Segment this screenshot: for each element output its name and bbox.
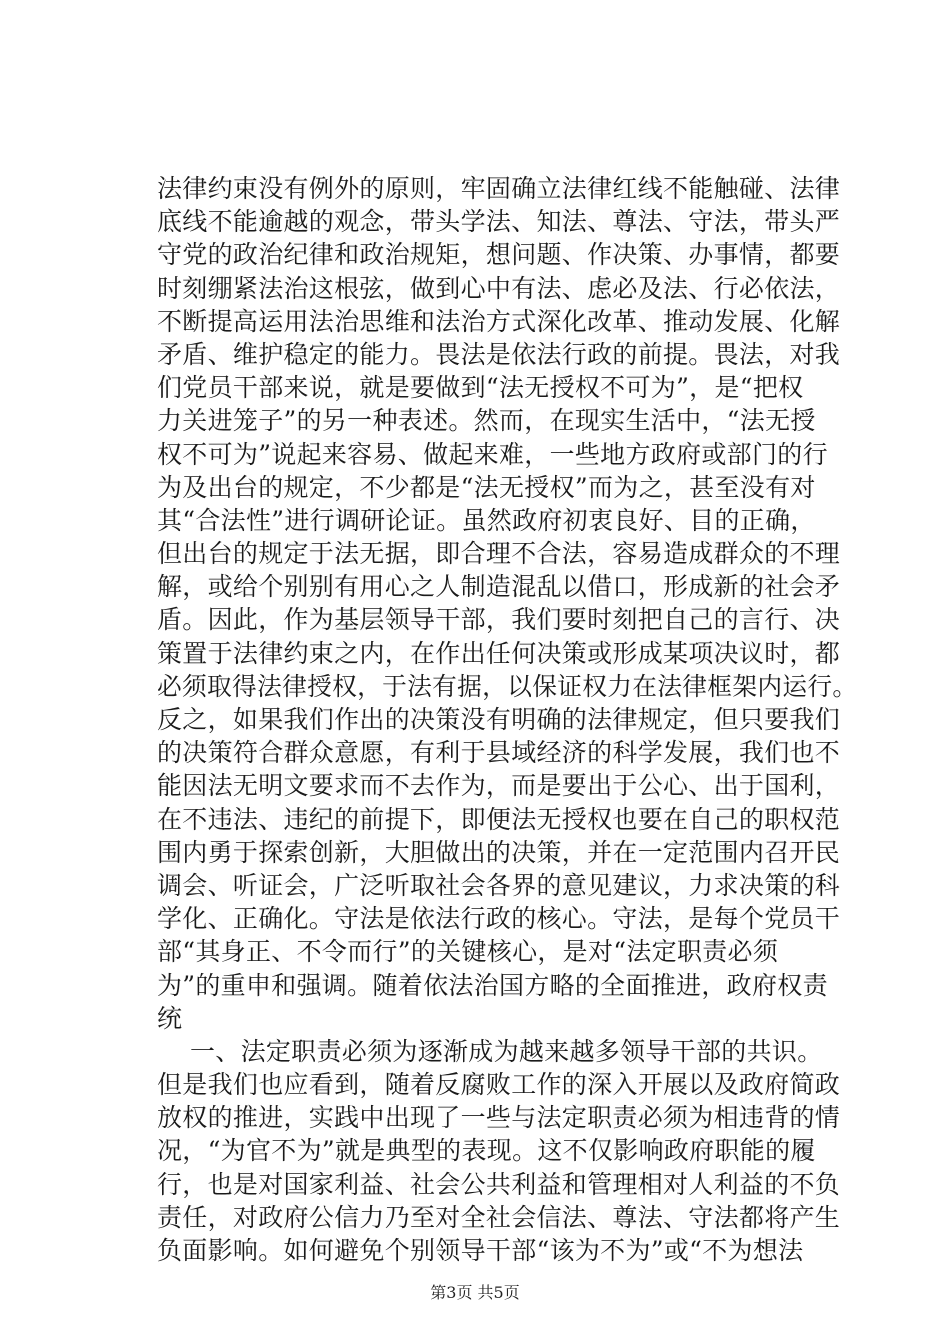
text-line: 调会、听证会，广泛听取社会各界的意见建议，力求决策的科 xyxy=(157,870,841,900)
body-text xyxy=(157,172,857,1267)
text-line: 守党的政治纪律和政治规矩，想问题、作决策、办事情，都要 xyxy=(157,240,841,270)
page-footer: 第3页 共5页 xyxy=(430,1283,520,1302)
text-line: 的决策符合群众意愿，有利于县域经济的科学发展，我们也不 xyxy=(157,738,841,768)
text-line: 但是我们也应看到，随着反腐败工作的深入开展以及政府简政 xyxy=(157,1070,841,1100)
text-line: 统 xyxy=(157,1003,183,1033)
text-line: 盾。因此，作为基层领导干部，我们要时刻把自己的言行、决 xyxy=(157,605,841,635)
text-line: 况，“为官不为”就是典型的表现。这不仅影响政府职能的履 xyxy=(157,1136,816,1166)
text-line: 能因法无明文要求而不去作为，而是要出于公心、出于国利， xyxy=(157,771,841,801)
text-line: 策置于法律约束之内，在作出任何决策或形成某项决议时，都 xyxy=(157,638,841,668)
text-line: 负面影响。如何避免个别领导干部“该为不为”或“不为想法 xyxy=(157,1236,804,1265)
text-line: 放权的推进，实践中出现了一些与法定职责必须为相违背的情 xyxy=(157,1103,841,1133)
text-line: 部“其身正、不令而行”的关键核心，是对“法定职责必须 xyxy=(157,937,779,967)
text-line: 们党员干部来说，就是要做到“法无授权不可为”，是“把权 xyxy=(157,373,804,403)
text-line: 不断提高运用法治思维和法治方式深化改革、推动发展、化解 xyxy=(157,306,841,336)
text-line: 为”的重申和强调。随着依法治国方略的全面推进，政府权责 xyxy=(157,970,828,1000)
text-line: 在不违法、违纪的前提下，即便法无授权也要在自己的职权范 xyxy=(157,804,841,834)
text-line: 行，也是对国家利益、社会公共利益和管理相对人利益的不负 xyxy=(157,1169,841,1199)
text-line: 时刻绷紧法治这根弦，做到心中有法、虑必及法、行必依法， xyxy=(157,273,841,303)
text-line: 学化、正确化。守法是依法行政的核心。守法，是每个党员干 xyxy=(157,904,841,934)
text-line: 责任，对政府公信力乃至对全社会信法、尊法、守法都将产生 xyxy=(157,1202,841,1232)
text-line: 反之，如果我们作出的决策没有明确的法律规定，但只要我们 xyxy=(157,705,841,734)
text-line: 围内勇于探索创新，大胆做出的决策，并在一定范围内召开民 xyxy=(157,837,841,867)
text-line: 一、法定职责必须为逐渐成为越来越多领导干部的共识。 xyxy=(157,1036,823,1066)
text-line: 其“合法性”进行调研论证。虽然政府初衷良好、目的正确， xyxy=(157,505,816,535)
text-line: 法律约束没有例外的原则，牢固确立法律红线不能触碰、法律 xyxy=(157,174,841,203)
text-line: 必须取得法律授权，于法有据，以保证权力在法律框架内运行。 xyxy=(157,671,858,701)
text-line: 底线不能逾越的观念，带头学法、知法、尊法、守法，带头严 xyxy=(157,207,841,237)
text-line: 但出台的规定于法无据，即合理不合法，容易造成群众的不理 xyxy=(157,539,841,569)
text-line: 解，或给个别别有用心之人制造混乱以借口，形成新的社会矛 xyxy=(157,572,841,602)
text-line: 为及出台的规定，不少都是“法无授权”而为之，甚至没有对 xyxy=(157,472,816,502)
text-line: 矛盾、维护稳定的能力。畏法是依法行政的前提。畏法，对我 xyxy=(157,339,841,369)
text-line: 权不可为”说起来容易、做起来难，一些地方政府或部门的行 xyxy=(157,439,828,469)
text-line: 力关进笼子”的另一种表述。然而，在现实生活中，“法无授 xyxy=(157,406,816,436)
